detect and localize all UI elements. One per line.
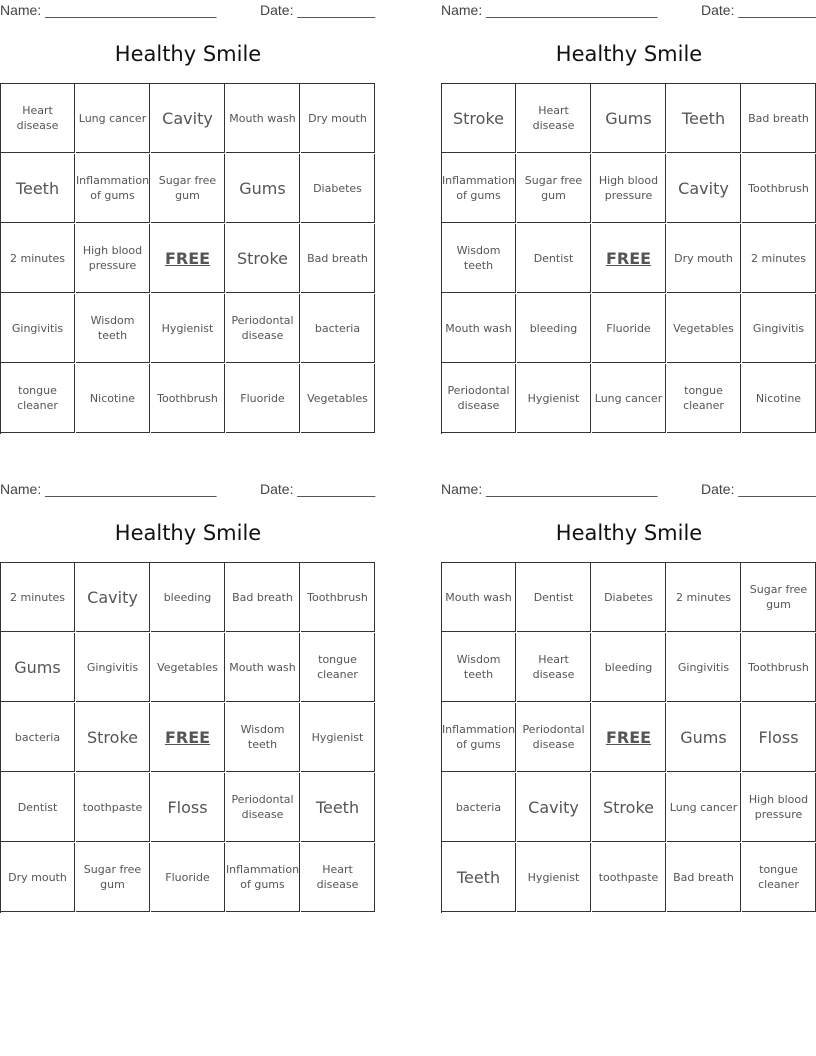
bingo-cell: Gums	[226, 154, 300, 223]
bingo-card-2	[441, 0, 816, 412]
card-title: Healthy Smile	[114, 521, 262, 545]
bingo-cell: Dentist	[1, 773, 75, 842]
bingo-cell: High blood pressure	[742, 773, 816, 842]
bingo-cell: Inflammation of gums	[442, 154, 516, 223]
bingo-cell: toothpaste	[592, 843, 666, 912]
bingo-cell: Wisdom teeth	[76, 294, 150, 363]
bingo-cell: Vegetables	[667, 294, 741, 363]
bingo-cell: Sugar free gum	[151, 154, 225, 223]
free-space-cell: FREE	[592, 703, 666, 772]
bingo-cell: Dentist	[517, 563, 591, 632]
bingo-cell: Nicotine	[76, 364, 150, 433]
bingo-cell: Dry mouth	[1, 843, 75, 912]
bingo-cell: Heart disease	[1, 84, 75, 153]
date-field: Date: __________	[260, 2, 376, 18]
bingo-cell: 2 minutes	[742, 224, 816, 293]
name-date-row	[0, 479, 376, 501]
bingo-cell: bacteria	[442, 773, 516, 842]
bingo-cell: Mouth wash	[442, 563, 516, 632]
date-field: Date: __________	[701, 2, 816, 18]
bingo-cell: Periodontal disease	[442, 364, 516, 433]
bingo-cell: Toothbrush	[301, 563, 375, 632]
bingo-cell: Bad breath	[301, 224, 375, 293]
bingo-cell: Cavity	[517, 773, 591, 842]
name-field: Name: ______________________	[0, 2, 217, 18]
bingo-cell: Heart disease	[517, 84, 591, 153]
bingo-cell: Hygienist	[151, 294, 225, 363]
date-field: Date: __________	[701, 481, 816, 497]
bingo-grid	[441, 83, 816, 434]
bingo-cell: Stroke	[76, 703, 150, 772]
bingo-cell: Teeth	[442, 843, 516, 912]
bingo-cell: Sugar free gum	[76, 843, 150, 912]
name-date-row	[441, 479, 816, 501]
bingo-cell: Diabetes	[592, 563, 666, 632]
bingo-cell: Hygienist	[301, 703, 375, 772]
bingo-cell: Periodontal disease	[226, 773, 300, 842]
card-title: Healthy Smile	[555, 521, 703, 545]
bingo-cell: Vegetables	[301, 364, 375, 433]
bingo-cell: Teeth	[1, 154, 75, 223]
bingo-cell: Toothbrush	[742, 633, 816, 702]
bingo-cell: Mouth wash	[226, 84, 300, 153]
bingo-cell: Vegetables	[151, 633, 225, 702]
bingo-cell: Floss	[742, 703, 816, 772]
bingo-cell: toothpaste	[76, 773, 150, 842]
bingo-cell: Bad breath	[667, 843, 741, 912]
bingo-cell: Gums	[592, 84, 666, 153]
bingo-cell: tongue cleaner	[667, 364, 741, 433]
bingo-cell: Cavity	[76, 563, 150, 632]
bingo-cell: tongue cleaner	[1, 364, 75, 433]
free-space-cell: FREE	[151, 224, 225, 293]
bingo-cell: tongue cleaner	[301, 633, 375, 702]
bingo-cell: Mouth wash	[442, 294, 516, 363]
bingo-cell: Dry mouth	[301, 84, 375, 153]
bingo-cell: Heart disease	[301, 843, 375, 912]
bingo-cell: Teeth	[667, 84, 741, 153]
bingo-cell: Bad breath	[742, 84, 816, 153]
bingo-cell: Gums	[667, 703, 741, 772]
bingo-cell: High blood pressure	[76, 224, 150, 293]
bingo-cell: Toothbrush	[742, 154, 816, 223]
bingo-grid	[441, 562, 816, 913]
date-field: Date: __________	[260, 481, 376, 497]
free-space-cell: FREE	[592, 224, 666, 293]
bingo-cell: Gingivitis	[76, 633, 150, 702]
bingo-cell: Gingivitis	[667, 633, 741, 702]
bingo-cell: 2 minutes	[667, 563, 741, 632]
name-date-row	[441, 0, 816, 22]
bingo-cell: 2 minutes	[1, 563, 75, 632]
bingo-grid	[0, 562, 375, 913]
bingo-cell: bleeding	[592, 633, 666, 702]
bingo-card-1	[0, 0, 376, 412]
bingo-cell: Toothbrush	[151, 364, 225, 433]
free-space-cell: FREE	[151, 703, 225, 772]
name-field: Name: ______________________	[0, 481, 217, 497]
bingo-cell: Dry mouth	[667, 224, 741, 293]
bingo-cell: bleeding	[151, 563, 225, 632]
bingo-cell: Gums	[1, 633, 75, 702]
bingo-cell: Cavity	[667, 154, 741, 223]
bingo-cell: Bad breath	[226, 563, 300, 632]
name-date-row	[0, 0, 376, 22]
bingo-cell: Heart disease	[517, 633, 591, 702]
bingo-cell: bacteria	[1, 703, 75, 772]
bingo-cell: Fluoride	[226, 364, 300, 433]
bingo-cell: Fluoride	[592, 294, 666, 363]
bingo-cell: Stroke	[592, 773, 666, 842]
bingo-cell: Diabetes	[301, 154, 375, 223]
bingo-cell: Sugar free gum	[517, 154, 591, 223]
bingo-card-3	[0, 479, 376, 891]
bingo-cell: 2 minutes	[1, 224, 75, 293]
bingo-cell: Periodontal disease	[517, 703, 591, 772]
bingo-cell: Stroke	[442, 84, 516, 153]
bingo-cell: Inflammation of gums	[226, 843, 300, 912]
bingo-cell: Teeth	[301, 773, 375, 842]
bingo-cell: Dentist	[517, 224, 591, 293]
bingo-cell: Cavity	[151, 84, 225, 153]
bingo-cell: Hygienist	[517, 843, 591, 912]
bingo-cell: bleeding	[517, 294, 591, 363]
bingo-cell: Gingivitis	[742, 294, 816, 363]
bingo-cell: Lung cancer	[592, 364, 666, 433]
bingo-cell: Periodontal disease	[226, 294, 300, 363]
bingo-cell: Inflammation of gums	[442, 703, 516, 772]
bingo-cell: Inflammation of gums	[76, 154, 150, 223]
name-field: Name: ______________________	[441, 2, 658, 18]
bingo-cell: Lung cancer	[667, 773, 741, 842]
bingo-cell: Mouth wash	[226, 633, 300, 702]
card-title: Healthy Smile	[114, 42, 262, 66]
bingo-cell: Fluoride	[151, 843, 225, 912]
bingo-cell: Hygienist	[517, 364, 591, 433]
bingo-cell: Gingivitis	[1, 294, 75, 363]
bingo-cell: High blood pressure	[592, 154, 666, 223]
card-title: Healthy Smile	[555, 42, 703, 66]
bingo-grid	[0, 83, 375, 434]
bingo-cell: Wisdom teeth	[226, 703, 300, 772]
bingo-cell: Wisdom teeth	[442, 633, 516, 702]
bingo-cell: Lung cancer	[76, 84, 150, 153]
bingo-cell: Nicotine	[742, 364, 816, 433]
bingo-cell: Sugar free gum	[742, 563, 816, 632]
bingo-cell: Floss	[151, 773, 225, 842]
bingo-card-4	[441, 479, 816, 891]
bingo-cell: Wisdom teeth	[442, 224, 516, 293]
bingo-cell: Stroke	[226, 224, 300, 293]
bingo-cell: tongue cleaner	[742, 843, 816, 912]
name-field: Name: ______________________	[441, 481, 658, 497]
bingo-cell: bacteria	[301, 294, 375, 363]
